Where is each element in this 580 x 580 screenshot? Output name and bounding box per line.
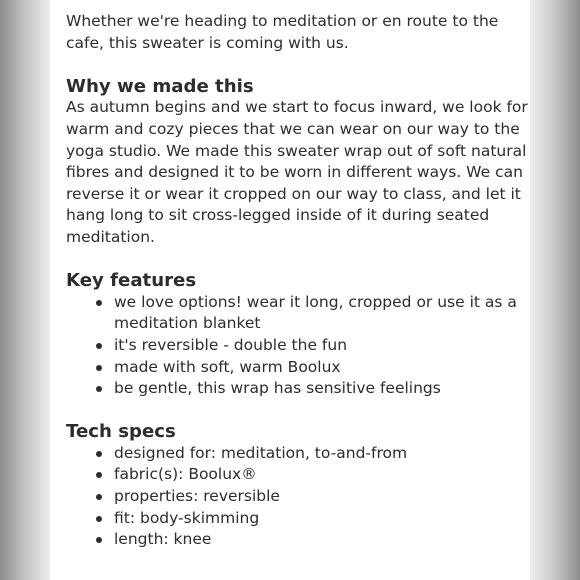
- why-heading: Why we made this: [66, 75, 254, 97]
- intro-text: Whether we're heading to meditation or en route to the cafe, this sweater is coming with us.: [66, 12, 499, 52]
- spacer: [66, 249, 530, 271]
- list-item-text: properties: reversible: [114, 487, 280, 506]
- list-item: [96, 357, 530, 379]
- list-item: [96, 508, 530, 530]
- bullet-icon: [96, 472, 102, 478]
- list-item-text: made with soft, warm Boolux: [114, 357, 341, 376]
- list-item-text: it's reversible - double the fun: [114, 335, 348, 354]
- list-item: [96, 292, 530, 335]
- product-description-panel: [50, 0, 530, 580]
- list-item-text: fit: body-skimming: [114, 508, 260, 527]
- list-item-text: designed for: meditation, to-and-from: [114, 443, 408, 462]
- bullet-icon: [96, 451, 102, 457]
- list-item-text: fabric(s): Boolux®: [114, 465, 257, 484]
- bullet-icon: [96, 343, 102, 349]
- list-item: [96, 486, 530, 508]
- why-body: As autumn begins and we start to focus inward, we look for warm and cozy pieces that we can wear on our way to the yoga studio. We made this sweater wrap out of soft natural fibres and designed it to be worn in different ways. We can reverse it or wear it cropped on our way to class, and let it hang long to sit cross-legged inside of it during seated meditation.: [66, 98, 528, 246]
- list-item-text: we love options! wear it long, cropped or use it as a meditation blanket: [114, 292, 517, 333]
- list-item: [96, 464, 530, 486]
- bullet-icon: [96, 537, 102, 543]
- bullet-icon: [96, 494, 102, 500]
- list-item: [96, 335, 530, 357]
- list-item-text: be gentle, this wrap has sensitive feelings: [114, 379, 441, 398]
- bullet-icon: [96, 300, 102, 306]
- bullet-icon: [96, 365, 102, 371]
- bullet-icon: [96, 386, 102, 392]
- bullet-icon: [96, 516, 102, 522]
- specs-list: [66, 443, 530, 551]
- specs-heading: Tech specs: [66, 421, 176, 443]
- spacer: [66, 54, 530, 76]
- list-item-text: length: knee: [114, 530, 212, 549]
- features-heading: Key features: [66, 270, 197, 292]
- list-item: [96, 529, 530, 551]
- list-item: [96, 443, 530, 465]
- list-item: [96, 378, 530, 400]
- features-list: [66, 292, 530, 400]
- spacer: [66, 400, 530, 422]
